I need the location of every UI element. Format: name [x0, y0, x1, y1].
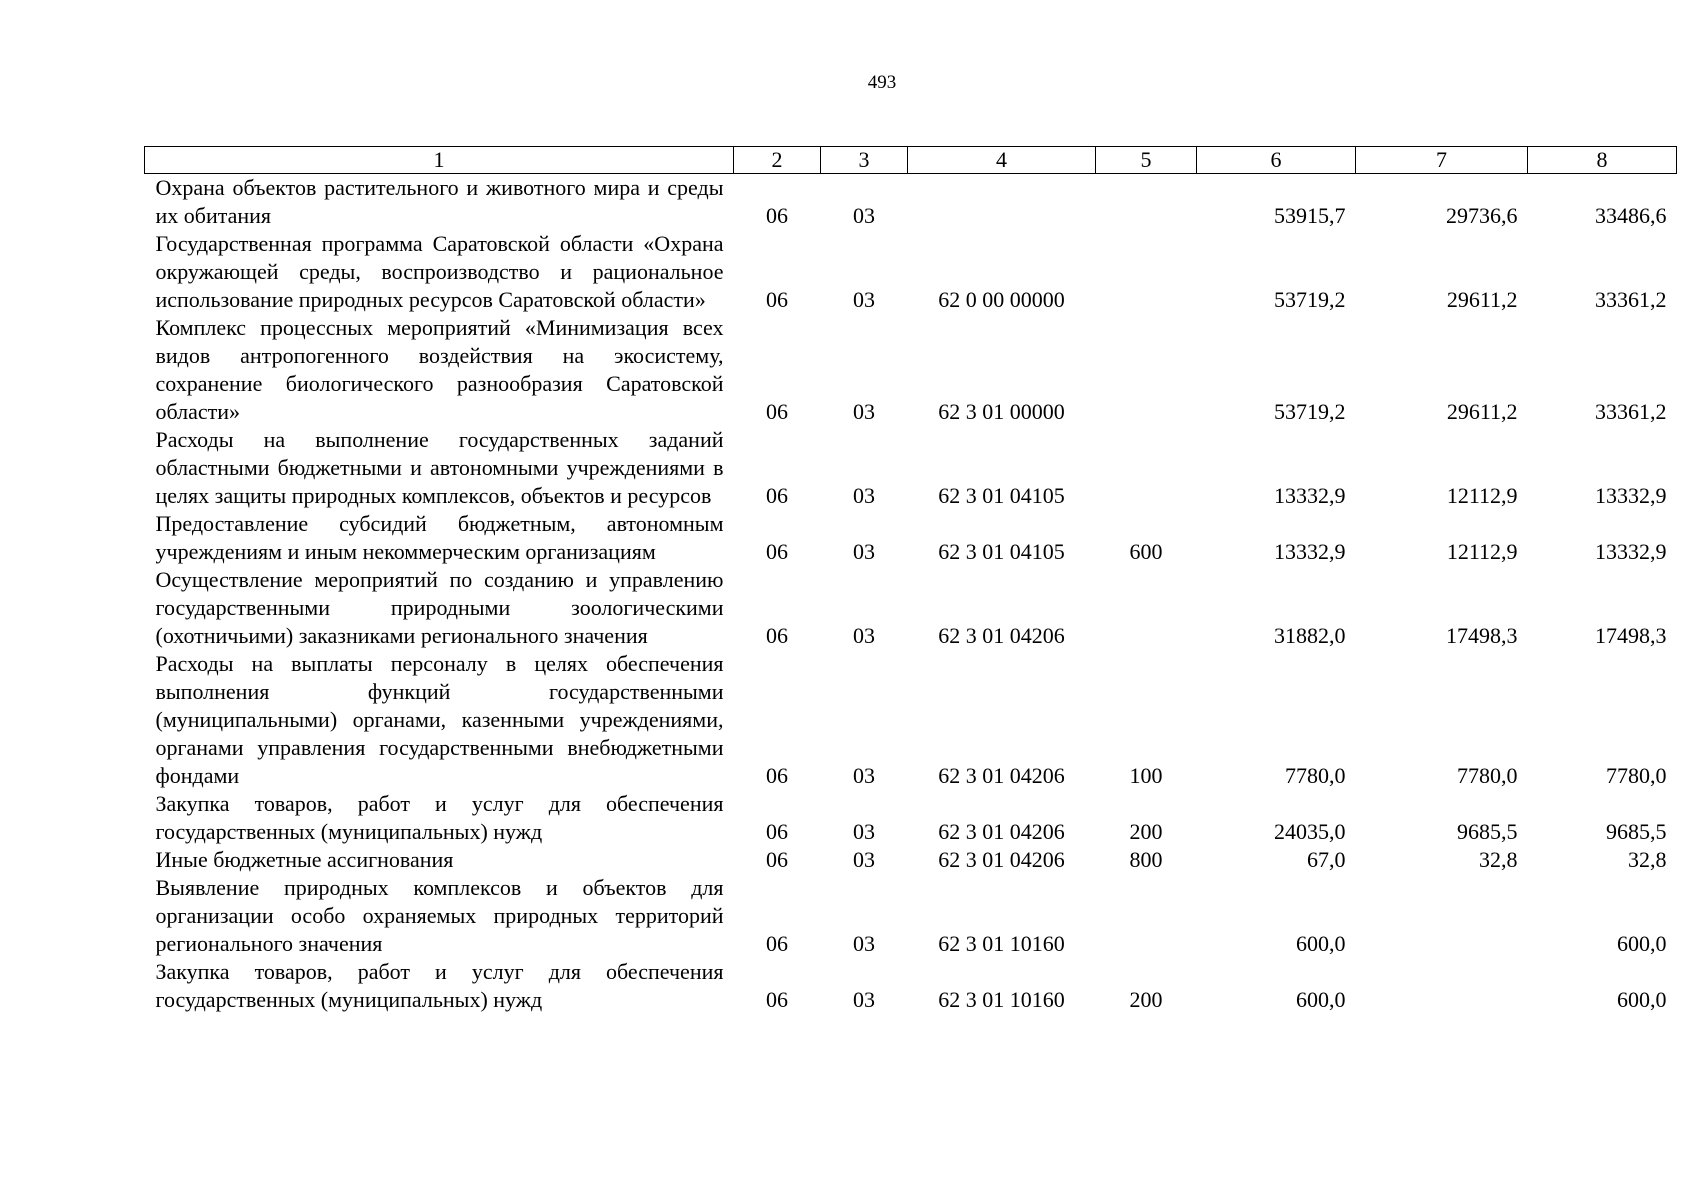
column-header: 7 [1356, 147, 1528, 174]
amount-col7-cell: 9685,5 [1457, 819, 1518, 844]
expense-type-cell: 800 [1129, 847, 1163, 872]
table-row [145, 314, 1677, 426]
description-cell: Закупка товаров, работ и услуг для обеспечения государственных (муниципальных) нужд [155, 959, 724, 1012]
amount-col7-cell: 17498,3 [1446, 623, 1518, 648]
subsection-cell: 03 [853, 931, 875, 956]
amount-col8-cell: 33486,6 [1595, 203, 1667, 228]
expense-type-cell [1096, 426, 1197, 510]
expense-type-cell: 200 [1129, 819, 1163, 844]
subsection-cell: 03 [853, 399, 875, 424]
amount-col7-cell: 12112,9 [1446, 483, 1518, 508]
amount-col8-cell: 33361,2 [1595, 287, 1667, 312]
amount-col8-cell: 32,8 [1628, 847, 1667, 872]
amount-col7-cell [1356, 958, 1528, 1014]
target-article-cell: 62 3 01 04206 [938, 623, 1065, 648]
column-header: 8 [1528, 147, 1677, 174]
description-cell: Охрана объектов растительного и животного мира и среды их обитания [155, 175, 724, 228]
target-article-cell: 62 3 01 04105 [938, 539, 1065, 564]
page-number: 493 [867, 72, 897, 93]
amount-col6-cell: 600,0 [1296, 987, 1346, 1012]
description-cell: Иные бюджетные ассигнования [155, 847, 454, 872]
target-article-cell [908, 174, 1096, 231]
amount-col8-cell: 9685,5 [1606, 819, 1667, 844]
subsection-cell: 03 [853, 847, 875, 872]
target-article-cell: 62 3 01 04206 [938, 819, 1065, 844]
table-body [145, 174, 1677, 1015]
description-cell: Расходы на выполнение государственных заданий областными бюджетными и автономными учреждениями в целях защиты природных комплексов, объектов и ресурсов [155, 427, 724, 508]
amount-col7-cell: 12112,9 [1446, 539, 1518, 564]
amount-col6-cell: 53719,2 [1274, 287, 1346, 312]
target-article-cell: 62 3 01 04105 [938, 483, 1065, 508]
description-cell: Выявление природных комплексов и объектов для организации особо охраняемых природных территорий регионального значения [155, 875, 724, 956]
section-cell: 06 [766, 763, 788, 788]
subsection-cell: 03 [853, 203, 875, 228]
target-article-cell: 62 3 01 04206 [938, 763, 1065, 788]
column-header: 6 [1197, 147, 1356, 174]
expense-type-cell: 600 [1129, 539, 1163, 564]
table-row [145, 958, 1677, 1014]
table-row [145, 510, 1677, 566]
amount-col8-cell: 17498,3 [1595, 623, 1667, 648]
column-header: 2 [734, 147, 821, 174]
table-row [145, 426, 1677, 510]
table-row [145, 650, 1677, 790]
subsection-cell: 03 [853, 623, 875, 648]
section-cell: 06 [766, 931, 788, 956]
budget-table [144, 146, 1677, 1014]
amount-col8-cell: 7780,0 [1606, 763, 1667, 788]
expense-type-cell [1096, 874, 1197, 958]
amount-col6-cell: 53915,7 [1274, 203, 1346, 228]
section-cell: 06 [766, 623, 788, 648]
table-row [145, 846, 1677, 874]
description-cell: Предоставление субсидий бюджетным, автономным учреждениям и иным некоммерческим организациям [155, 511, 724, 564]
section-cell: 06 [766, 539, 788, 564]
amount-col7-cell: 29736,6 [1446, 203, 1518, 228]
expense-type-cell [1096, 566, 1197, 650]
subsection-cell: 03 [853, 987, 875, 1012]
amount-col6-cell: 7780,0 [1285, 763, 1346, 788]
table-row [145, 790, 1677, 846]
subsection-cell: 03 [853, 287, 875, 312]
amount-col7-cell [1356, 874, 1528, 958]
table-row [145, 174, 1677, 231]
subsection-cell: 03 [853, 763, 875, 788]
table-header-row [145, 147, 1677, 174]
column-header: 4 [908, 147, 1096, 174]
section-cell: 06 [766, 399, 788, 424]
amount-col7-cell: 7780,0 [1457, 763, 1518, 788]
amount-col6-cell: 67,0 [1307, 847, 1346, 872]
expense-type-cell: 100 [1129, 763, 1163, 788]
description-cell: Закупка товаров, работ и услуг для обеспечения государственных (муниципальных) нужд [155, 791, 724, 844]
amount-col6-cell: 13332,9 [1274, 483, 1346, 508]
target-article-cell: 62 3 01 00000 [938, 399, 1065, 424]
section-cell: 06 [766, 483, 788, 508]
amount-col6-cell: 31882,0 [1274, 623, 1346, 648]
section-cell: 06 [766, 203, 788, 228]
amount-col6-cell: 600,0 [1296, 931, 1346, 956]
table-row [145, 566, 1677, 650]
amount-col8-cell: 13332,9 [1595, 483, 1667, 508]
target-article-cell: 62 3 01 10160 [938, 931, 1065, 956]
section-cell: 06 [766, 819, 788, 844]
amount-col8-cell: 13332,9 [1595, 539, 1667, 564]
description-cell: Комплекс процессных мероприятий «Минимизация всех видов антропогенного воздействия на экосистему, сохранение биологического разнообразия Саратовской области» [155, 315, 724, 424]
subsection-cell: 03 [853, 483, 875, 508]
amount-col7-cell: 29611,2 [1446, 399, 1518, 424]
expense-type-cell: 200 [1129, 987, 1163, 1012]
column-header: 5 [1096, 147, 1197, 174]
subsection-cell: 03 [853, 819, 875, 844]
amount-col7-cell: 29611,2 [1446, 287, 1518, 312]
section-cell: 06 [766, 987, 788, 1012]
table-row [145, 230, 1677, 314]
amount-col6-cell: 24035,0 [1274, 819, 1346, 844]
table-row [145, 874, 1677, 958]
description-cell: Государственная программа Саратовской области «Охрана окружающей среды, воспроизводство и рациональное использование природных ресурсов Саратовской области» [155, 231, 724, 312]
section-cell: 06 [766, 847, 788, 872]
expense-type-cell [1096, 174, 1197, 231]
amount-col8-cell: 33361,2 [1595, 399, 1667, 424]
expense-type-cell [1096, 230, 1197, 314]
target-article-cell: 62 0 00 00000 [938, 287, 1065, 312]
target-article-cell: 62 3 01 04206 [938, 847, 1065, 872]
column-header: 1 [145, 147, 734, 174]
amount-col6-cell: 53719,2 [1274, 399, 1346, 424]
description-cell: Расходы на выплаты персоналу в целях обеспечения выполнения функций государственными (муниципальными) органами, казенными учреждениями, органами управления государственными внебюджетными фондами [155, 651, 724, 788]
expense-type-cell [1096, 314, 1197, 426]
description-cell: Осуществление мероприятий по созданию и управлению государственными природными зоологическими (охотничьими) заказниками регионального значения [155, 567, 724, 648]
amount-col7-cell: 32,8 [1479, 847, 1518, 872]
amount-col8-cell: 600,0 [1617, 987, 1667, 1012]
subsection-cell: 03 [853, 539, 875, 564]
amount-col8-cell: 600,0 [1617, 931, 1667, 956]
column-header: 3 [821, 147, 908, 174]
amount-col6-cell: 13332,9 [1274, 539, 1346, 564]
target-article-cell: 62 3 01 10160 [938, 987, 1065, 1012]
section-cell: 06 [766, 287, 788, 312]
